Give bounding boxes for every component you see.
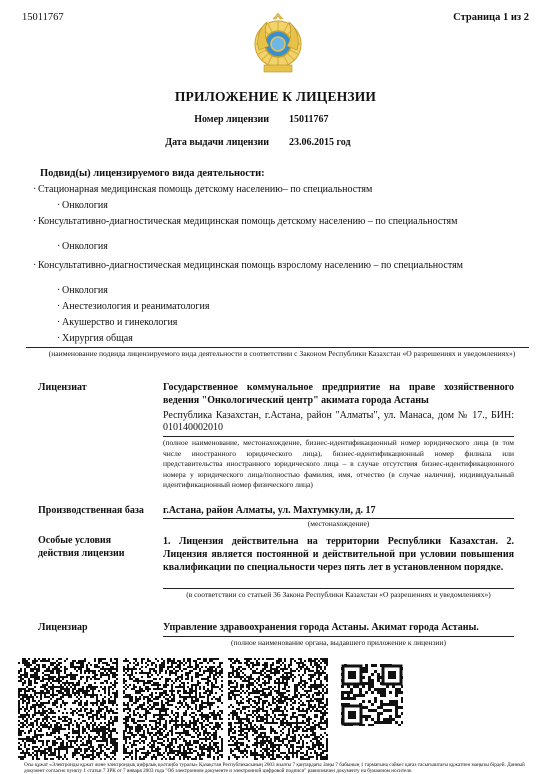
document-title: ПРИЛОЖЕНИЕ К ЛИЦЕНЗИИ xyxy=(174,89,377,104)
special-conditions-caption: (в соответствии со статьей 36 Закона Республики Казахстан «О разрешениях и уведомлениях») xyxy=(186,590,491,599)
subtypes-heading: Подвид(ы) лицензируемого вида деятельности: xyxy=(40,168,265,179)
document-number: 15011767 xyxy=(22,12,64,23)
state-emblem-icon xyxy=(253,12,303,76)
production-base-label: Производственная база xyxy=(38,505,144,516)
2d-barcode-icon xyxy=(123,658,223,760)
qr-code-icon xyxy=(341,664,403,726)
activities-caption: (наименование подвида лицензируемого вида деятельности в соответствии с Законом Республики Казахстан «О разрешениях и уведомлениях») xyxy=(48,349,516,358)
licensee-label: Лицензиат xyxy=(38,382,87,393)
special-conditions-label-line2: действия лицензии xyxy=(38,548,125,559)
special-conditions-label: Особые условия xyxy=(38,535,112,546)
production-base-caption: (местонахождение) xyxy=(307,519,370,528)
licensor-label: Лицензиар xyxy=(38,622,88,633)
activity-item: · Консультативно-диагностическая медицинская помощь детскому населению – по специальностям xyxy=(33,216,458,227)
activity-item: · Акушерство и гинекология xyxy=(57,317,178,328)
activity-item: · Анестезиология и реаниматология xyxy=(57,301,210,312)
licensor-value: Управление здравоохранения города Астаны. Акимат города Астаны. xyxy=(163,622,479,633)
divider xyxy=(163,636,514,637)
activity-item: · Хирургия общая xyxy=(57,333,133,344)
license-number-label: Номер лицензии xyxy=(194,114,269,125)
activity-item: · Онкология xyxy=(57,200,108,211)
license-number-value: 15011767 xyxy=(289,114,329,125)
activity-item: · Стационарная медицинская помощь детскому населению– по специальностям xyxy=(33,184,373,195)
production-base-value: г.Астана, район Алматы, ул. Махтумкули, д. 17 xyxy=(163,505,376,516)
activity-item: · Консультативно-диагностическая медицинская помощь взрослому населению – по специальностям xyxy=(33,260,464,271)
licensee-caption: (полное наименование, местонахождение, бизнес-идентификационный номер юридического лица (в том числе иностранного юридического лица), бизнес-идентификационный номер филиала или представительства иностранного юридического лица – в случае отсутствия бизнес-идентификационного номера у юридического лица/полностью фамилия, имя, отчество (в случае наличия), индивидуальный идентификационный номер физического лица) xyxy=(163,438,514,489)
footer-note: Осы құжат «Электронды құжат және электрондық цифрлық қолтаңба туралы» Қазақстан Республикасының 2003 жылғы 7 қаңтардағы Заңы 7 бабының 1 тармағына сәйкес қағаз тасығыштағы құжатпен маңызы бірдей. Данный документ согласно пункту 1 статьи 7 ЗРК от 7 января 2003 года "Об электронном документе и электронной цифровой подписи" равнозначен документу на бумажном носителе. xyxy=(24,762,525,774)
divider xyxy=(163,588,514,589)
licensee-name: Государственное коммунальное предприятие на праве хозяйственного ведения "Онкологический центр" акимата города Астаны xyxy=(163,382,514,406)
page-indicator: Страница 1 из 2 xyxy=(453,12,529,23)
issue-date-value: 23.06.2015 год xyxy=(289,137,351,148)
issue-date-label: Дата выдачи лицензии xyxy=(165,137,269,148)
activity-item: · Онкология xyxy=(57,285,108,296)
licensor-caption: (полное наименование органа, выдавшего приложение к лицензии) xyxy=(231,638,446,647)
issue-date-row xyxy=(0,137,551,151)
licensee-address: Республика Казахстан, г.Астана, район "Алматы", ул. Манаса, дом № 17., БИН: 010140002010 xyxy=(163,410,514,433)
license-number-row xyxy=(0,114,551,128)
divider xyxy=(163,436,514,437)
special-conditions-value: 1. Лицензия действительна на территории Республики Казахстан. 2. Лицензия является постоянной и действительной при условии повышения квалификации по специальности через пять лет в установленном порядке. xyxy=(163,536,514,573)
divider xyxy=(26,347,529,348)
activity-item: · Онкология xyxy=(57,241,108,252)
2d-barcode-icon xyxy=(228,658,328,760)
2d-barcode-icon xyxy=(18,658,118,760)
